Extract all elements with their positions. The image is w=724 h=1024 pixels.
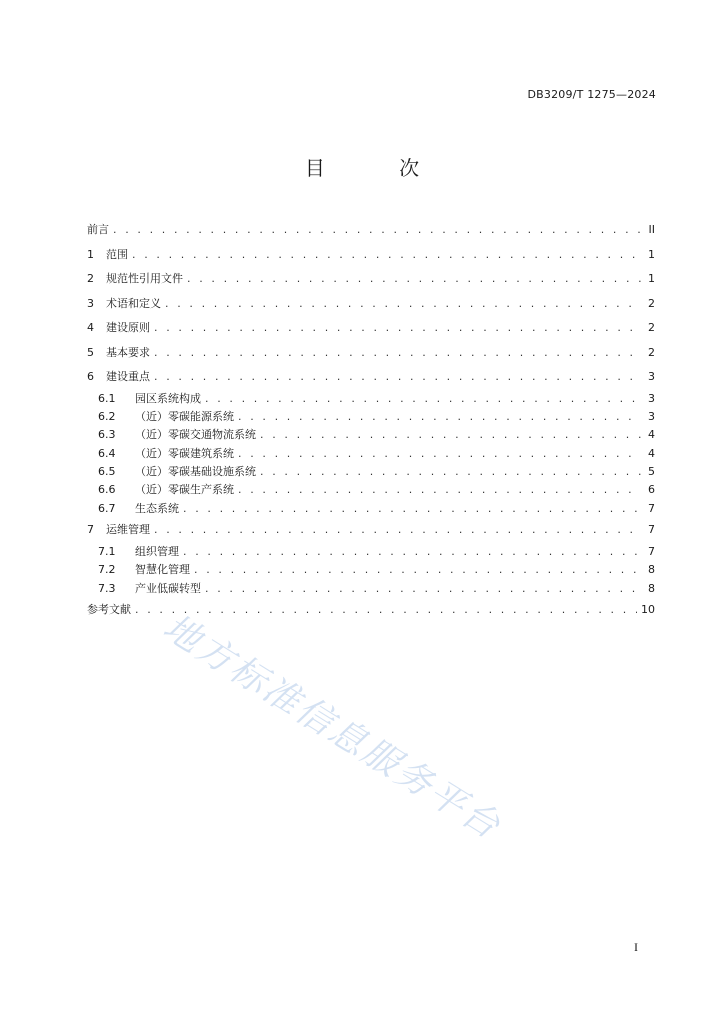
toc-entry-page: 4 bbox=[648, 446, 655, 460]
toc-entry-page: 7 bbox=[648, 523, 655, 537]
toc-entry[interactable] bbox=[87, 518, 655, 543]
toc-leader-dots bbox=[113, 218, 641, 243]
toc-leader-dots bbox=[132, 243, 641, 268]
toc-entry[interactable] bbox=[87, 580, 655, 598]
toc-entry-number: 6.4 bbox=[98, 446, 116, 460]
document-code: DB3209/T 1275—2024 bbox=[527, 88, 656, 101]
toc-entry[interactable] bbox=[87, 500, 655, 518]
toc-entry-page: 7 bbox=[648, 501, 655, 515]
toc-entry-label: 组织管理 bbox=[135, 544, 179, 558]
toc-entry-page: 2 bbox=[648, 321, 655, 334]
toc-entry-number: 6 bbox=[87, 370, 94, 383]
toc-entry-label: 参考文献 bbox=[87, 602, 131, 616]
toc-leader-dots bbox=[238, 408, 641, 426]
toc-entry-label: 建设原则 bbox=[106, 321, 150, 334]
toc-entry-page: 4 bbox=[648, 428, 655, 442]
toc-entry-number: 7.3 bbox=[98, 581, 116, 595]
toc-entry-number: 6.1 bbox=[98, 391, 116, 405]
toc-leader-dots bbox=[154, 316, 641, 341]
toc-entry-label: 园区系统构成 bbox=[135, 391, 201, 405]
toc-leader-dots bbox=[238, 481, 641, 499]
toc-entry-page: 1 bbox=[648, 247, 655, 261]
toc-entry-number: 2 bbox=[87, 272, 94, 285]
toc-leader-dots bbox=[238, 445, 641, 463]
toc-entry-label: 术语和定义 bbox=[106, 296, 161, 310]
toc-entry-number: 4 bbox=[87, 321, 94, 334]
toc-entry-label: （近）零碳基础设施系统 bbox=[135, 465, 256, 479]
toc-leader-dots bbox=[165, 292, 641, 317]
toc-entry-page: 2 bbox=[648, 296, 655, 310]
toc-entry-label: 产业低碳转型 bbox=[135, 581, 201, 595]
toc-leader-dots bbox=[154, 341, 641, 366]
toc-entry[interactable] bbox=[87, 218, 655, 243]
toc-entry[interactable] bbox=[87, 543, 655, 561]
toc-entry[interactable] bbox=[87, 463, 655, 481]
toc-entry-page: 2 bbox=[648, 345, 655, 359]
toc-entry-number: 7 bbox=[87, 523, 94, 537]
toc-entry[interactable] bbox=[87, 341, 655, 366]
toc-entry-number: 1 bbox=[87, 247, 94, 261]
toc-leader-dots bbox=[194, 561, 641, 579]
toc-leader-dots bbox=[260, 463, 641, 481]
toc-entry-number: 6.5 bbox=[98, 465, 116, 479]
toc-leader-dots bbox=[205, 390, 641, 408]
table-of-contents bbox=[87, 218, 655, 622]
toc-entry-page: 5 bbox=[648, 465, 655, 479]
toc-entry-label: 基本要求 bbox=[106, 345, 150, 359]
toc-entry[interactable] bbox=[87, 267, 655, 292]
toc-leader-dots bbox=[187, 267, 641, 292]
toc-entry[interactable] bbox=[87, 426, 655, 444]
toc-entry-label: （近）零碳建筑系统 bbox=[135, 446, 234, 460]
toc-entry[interactable] bbox=[87, 445, 655, 463]
toc-entry-page: 8 bbox=[648, 563, 655, 577]
toc-entry-page: 10 bbox=[641, 602, 655, 616]
toc-entry-label: 生态系统 bbox=[135, 501, 179, 515]
toc-entry-page: 6 bbox=[648, 483, 655, 497]
page-number: I bbox=[634, 940, 638, 954]
toc-entry-label: （近）零碳交通物流系统 bbox=[135, 428, 256, 442]
toc-entry-page: II bbox=[648, 223, 655, 236]
toc-entry[interactable] bbox=[87, 481, 655, 499]
toc-entry-label: 建设重点 bbox=[106, 370, 150, 383]
toc-entry-number: 7.2 bbox=[98, 563, 116, 577]
toc-leader-dots bbox=[205, 580, 641, 598]
toc-entry[interactable] bbox=[87, 408, 655, 426]
toc-entry-page: 7 bbox=[648, 544, 655, 558]
watermark: 地方标准信息服务平台 bbox=[156, 606, 509, 849]
toc-title: 目 次 bbox=[304, 156, 454, 180]
toc-entry-number: 6.3 bbox=[98, 428, 116, 442]
toc-entry-number: 5 bbox=[87, 345, 94, 359]
toc-entry-page: 3 bbox=[648, 370, 655, 383]
toc-leader-dots bbox=[183, 500, 641, 518]
toc-entry[interactable] bbox=[87, 243, 655, 268]
toc-entry-page: 3 bbox=[648, 409, 655, 423]
toc-entry-number: 6.6 bbox=[98, 483, 116, 497]
toc-leader-dots bbox=[154, 518, 641, 543]
toc-entry-number: 7.1 bbox=[98, 544, 116, 558]
toc-entry[interactable] bbox=[87, 390, 655, 408]
toc-entry-label: 前言 bbox=[87, 223, 109, 236]
toc-entry[interactable] bbox=[87, 316, 655, 341]
toc-leader-dots bbox=[260, 426, 641, 444]
toc-entry-page: 8 bbox=[648, 581, 655, 595]
toc-entry-label: 智慧化管理 bbox=[135, 563, 190, 577]
toc-entry-page: 3 bbox=[648, 391, 655, 405]
toc-entry-label: （近）零碳能源系统 bbox=[135, 409, 234, 423]
toc-leader-dots bbox=[183, 543, 641, 561]
toc-entry-number: 6.2 bbox=[98, 409, 116, 423]
toc-entry-number: 3 bbox=[87, 296, 94, 310]
toc-entry-label: 规范性引用文件 bbox=[106, 272, 183, 285]
toc-entry[interactable] bbox=[87, 561, 655, 579]
toc-entry[interactable] bbox=[87, 365, 655, 390]
toc-entry[interactable] bbox=[87, 292, 655, 317]
toc-entry-label: 范围 bbox=[106, 247, 128, 261]
toc-entry-label: 运维管理 bbox=[106, 523, 150, 537]
toc-leader-dots bbox=[154, 365, 641, 390]
toc-entry-page: 1 bbox=[648, 272, 655, 285]
toc-entry-label: （近）零碳生产系统 bbox=[135, 483, 234, 497]
toc-entry-number: 6.7 bbox=[98, 501, 116, 515]
